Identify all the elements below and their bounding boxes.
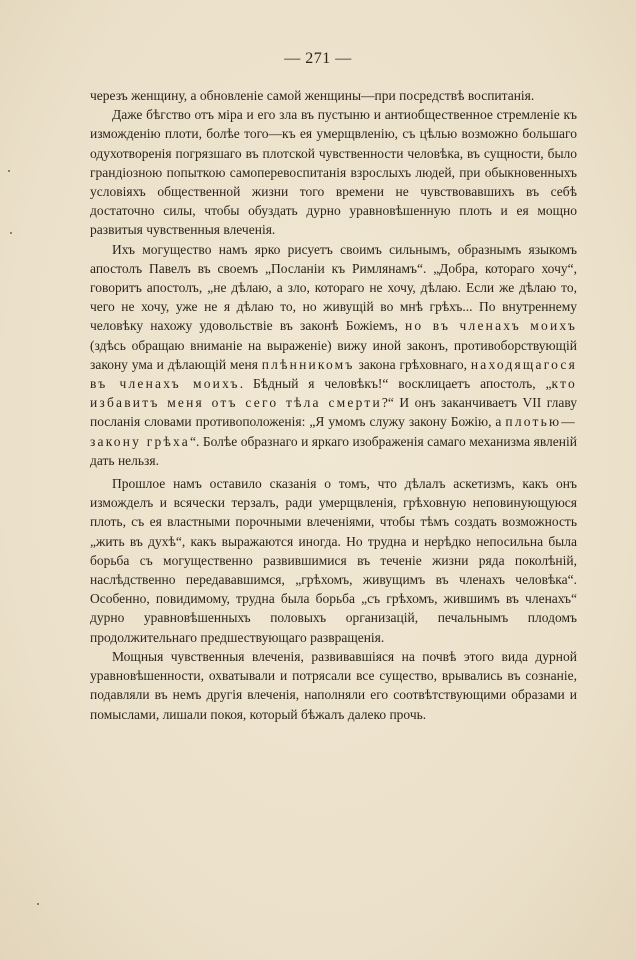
letterspaced-emphasis: плѣнникомъ	[261, 356, 355, 372]
letterspaced-emphasis: находящагося въ членахъ моихъ	[90, 356, 578, 392]
paragraph	[90, 474, 577, 647]
text-run: Мощныя чувственныя влеченія, развивавшіяся на почвѣ этого вида дурной уравновѣшенности, охватывали и потрясали все существо, врывались въ сознаніе, подавляли въ немъ другія влеченія, наполняли его соотвѣтствующими образами и помыслами, лишали покоя, который бѣжалъ далеко прочь.	[90, 648, 577, 722]
letterspaced-emphasis: но въ членахъ моихъ	[405, 318, 577, 334]
paragraph	[90, 240, 577, 470]
text-run: черезъ женщину, а обновленіе самой женщины—при посредствѣ воспитанія.	[90, 88, 535, 103]
paragraph	[90, 647, 577, 724]
page-speck	[10, 232, 12, 234]
text-run: Даже бѣгство отъ міра и его зла въ пустыню и антиобщественное стремленіе къ изможденію плоти, болѣе того—къ ея умерщвленію, съ цѣлью возможно большаго одухотворенія погрязшаго въ плотской чувственности человѣка, въ сущности, было грандіозною попыткою самоперевоспитанія взрослыхъ людей, при обыкновенныхъ условіяхъ общественной жизни того времени не чувствовавшихъ въ себѣ достаточно силы, чтобы обуздать дурно уравновѣшенную плоть и ея мощно развитыя чувственныя влеченія.	[90, 107, 577, 238]
page-speck	[8, 170, 10, 172]
letterspaced-emphasis: кто избавитъ меня отъ сего тѣла смерти	[90, 376, 577, 411]
letterspaced-emphasis: плотью—закону грѣха	[90, 414, 577, 449]
text-run: закона грѣховнаго,	[354, 356, 471, 372]
text-run: Ихъ могущество намъ ярко рисуетъ своимъ сильнымъ, образнымъ языкомъ апостолъ Павелъ въ своемъ „Посланіи къ Римлянамъ“. „Добра, котораго хочу“, говоритъ апостолъ, „не дѣлаю, а зло, котораго не хочу, дѣлаю. Если же дѣлаю то, чего не хочу, уже не я дѣлаю то, но живущій во мнѣ грѣхъ... По внутреннему человѣку нахожу удовольствіе въ законѣ Божіемъ,	[90, 241, 577, 334]
body-text	[90, 86, 577, 724]
text-run: ?“ И онъ заканчиваетъ VII главу посланія словами противоположенія: „Я умомъ служу закону Божію, а	[90, 395, 577, 430]
page-number: — 271 —	[284, 50, 352, 67]
text-run: (здѣсь обращаю вниманіе на выраженіе) вижу иной законъ, противоборствующій закону ума и дѣлающій меня	[90, 337, 577, 372]
text-run: “. Болѣе образнаго и яркаго изображенія самаго механизма явленій дать нельзя.	[90, 433, 577, 468]
paragraph	[90, 105, 577, 239]
paragraph	[90, 86, 577, 105]
text-run: Прошлое намъ оставило сказанія о томъ, что дѣлалъ аскетизмъ, какъ онъ изможделъ и всячески терзалъ, ради умерщвленія, грѣховную неповинующуюся плоть, съ ея властными порочными влеченіями, чтобы тѣмъ создать возможность „жить въ духѣ“, какъ выражаются иногда. Но трудна и нерѣдко непосильна была борьба съ могущественно развившимися въ теченіе жизни ряда поколѣній, наслѣдственно передававшимся, „грѣхомъ, живущимъ въ членахъ человѣка“. Особенно, повидимому, трудна была борьба „съ грѣхомъ, жившимъ въ членахъ“ дурно уравновѣшенныхъ половыхъ организацій, печальнымъ плодомъ продолжительнаго предшествующаго развращенія.	[90, 476, 577, 645]
page-speck	[37, 903, 39, 905]
text-run: . Бѣдный я человѣкъ!“ восклицаетъ апостолъ, „	[239, 376, 552, 392]
